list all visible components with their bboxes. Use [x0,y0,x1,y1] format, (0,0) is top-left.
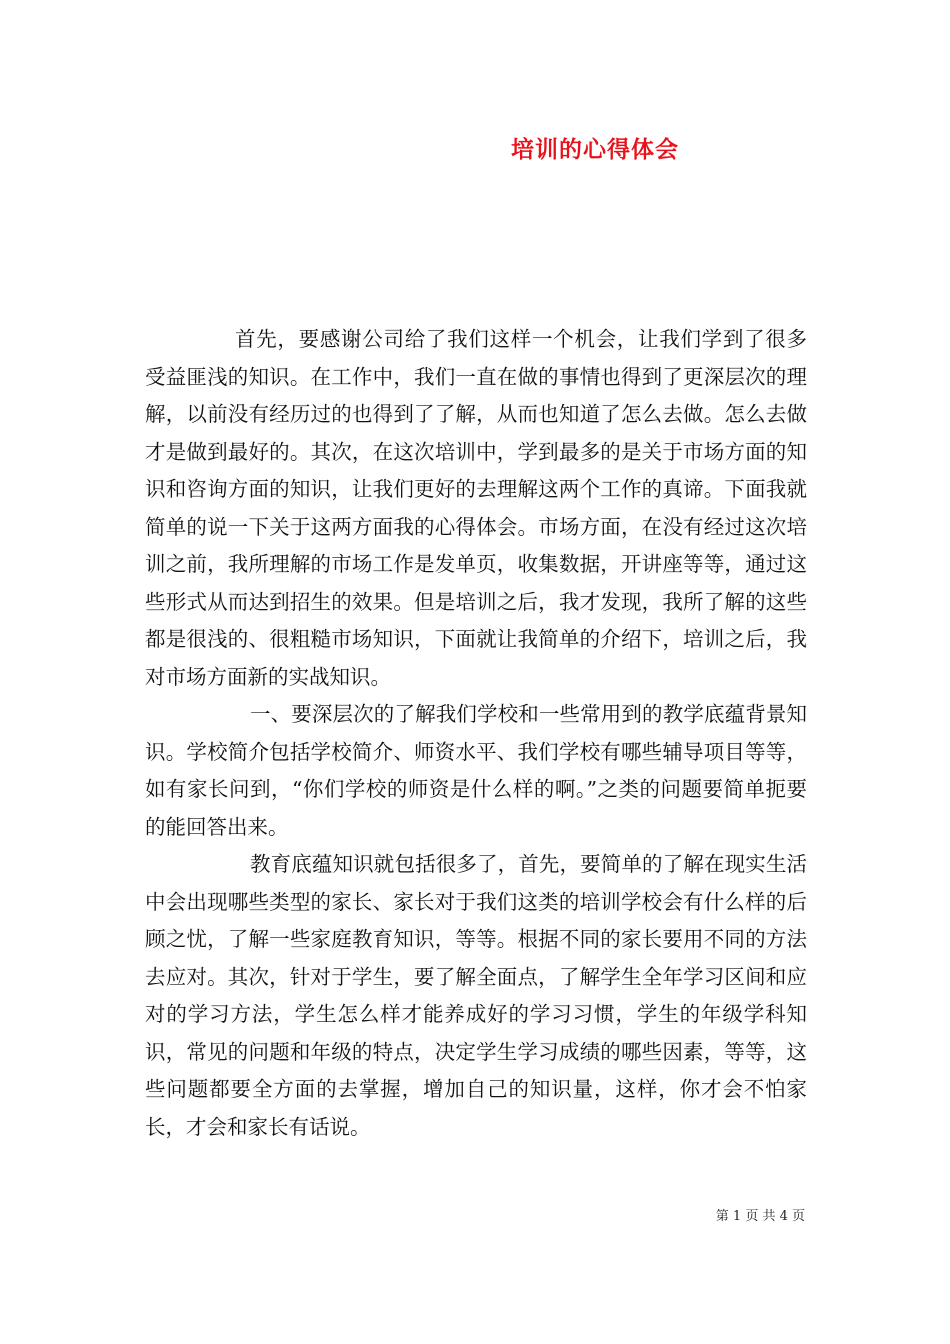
paragraph-point-one: 一、要深层次的了解我们学校和一些常用到的教学底蕴背景知识。学校简介包括学校简介、师资水平、我们学校有哪些辅导项目等等，如有家长问到，“你们学校的师资是什么样的啊。”之类的问题要简单扼要的能回答出来。 [145,702,807,839]
page-number-footer: 第 1 页 共 4 页 [715,1209,805,1224]
paragraph-education-knowledge: 教育底蕴知识就包括很多了，首先，要简单的了解在现实生活中会出现哪些类型的家长、家长对于我们这类的培训学校会有什么样的后顾之忧，了解一些家庭教育知识，等等。根据不同的家长要用不同的方法去应对。其次，针对于学生，要了解全面点，了解学生全年学习区间和应对的学习方法，学生怎么样才能养成好的学习习惯，学生的年级学科知识，常见的问题和年级的特点，决定学生学习成绩的哪些因素，等等，这些问题都要全方面的去掌握，增加自己的知识量，这样，你才会不怕家长，才会和家长有话说。 [145,852,807,1139]
document-title: 培训的心得体会 [511,136,679,163]
document-body [145,321,807,1146]
paragraph-intro: 首先，要感谢公司给了我们这样一个机会，让我们学到了很多受益匪浅的知识。在工作中，我们一直在做的事情也得到了更深层次的理解，以前没有经历过的也得到了了解，从而也知道了怎么去做。怎么去做才是做到最好的。其次，在这次培训中，学到最多的是关于市场方面的知识和咨询方面的知识，让我们更好的去理解这两个工作的真谛。下面我就简单的说一下关于这两方面我的心得体会。市场方面，在没有经过这次培训之前，我所理解的市场工作是发单页，收集数据，开讲座等等，通过这些形式从而达到招生的效果。但是培训之后，我才发现，我所了解的这些都是很浅的、很粗糙市场知识，下面就让我简单的介绍下，培训之后，我对市场方面新的实战知识。 [145,327,807,689]
